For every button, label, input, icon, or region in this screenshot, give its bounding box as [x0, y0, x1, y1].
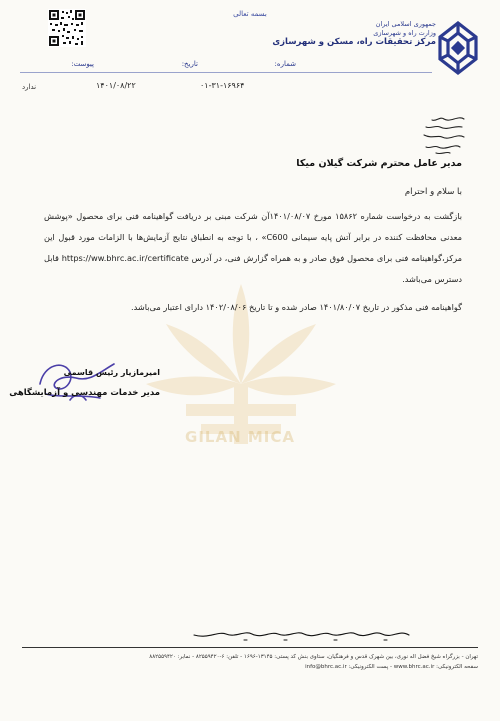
body-paragraph-1: بازگشت به درخواست شماره ۱۵۸۶۲ مورخ ۱۴۰۱/۰۸/۰۷آن شرکت مبنی بر دریافت گواهینامه فنی برای محصول «پوشش معدنی محافظت کننده در برابر آتش پایه سیمانی C600» ، با توجه به انطباق نتایج آزمایش‌ها با الزامات مورد قبول این مرکز،گواهینامه فنی برای محصول فوق صادر و به همراه گزارش فنی، در آدرس https://ww.bhrc.ac.ir/certificate قابل دسترس می‌باشد.: [44, 211, 462, 284]
qr-code-icon: [48, 9, 86, 47]
greeting: با سلام و احترام: [404, 187, 462, 197]
attachment-value: ندارد: [22, 83, 37, 91]
letter-number-value: ۰۱-۳۱-۱۶۹۶۴: [200, 81, 245, 90]
bismillah-text: بسمه تعالی: [233, 10, 267, 18]
date-value: ۱۴۰۱/۰۸/۲۲: [96, 81, 136, 90]
header-divider: [20, 72, 432, 73]
org-line-country: جمهوری اسلامی ایران: [375, 20, 436, 28]
org-line-ministry: وزارت راه و شهرسازی: [373, 29, 436, 37]
date-label: تاریخ:: [181, 60, 198, 68]
signer-title: مدیر خدمات مهندسی و آزمایشگاهی: [9, 388, 160, 398]
signer-name: امیرمازیار رئیس قاسمی: [63, 368, 160, 377]
number-label: شماره:: [274, 60, 296, 68]
bhrc-logo-icon: [436, 21, 480, 79]
addressee: مدیر عامل محترم شرکت گیلان میکا: [296, 158, 462, 169]
organization-header: [256, 20, 436, 47]
org-line-center: مرکز تحقیقات راه، مسکن و شهرسازی: [272, 37, 436, 47]
footer-address: تهران - بزرگراه شیخ فضل اله نوری، بین شهرک قدس و فرهنگیان، ستاوی بنش کد پستی: ۱۳۱۴۵-۱۶۹۶ - تلفن: ۶-۸۲۵۵۹۴۲۰ - نمابر: ۸۸۲۵۵۹۴۲۰: [149, 654, 478, 660]
calligraphy-slogan-stamp: [420, 113, 468, 157]
attachment-label: پیوست:: [71, 60, 94, 68]
metadata-labels: [20, 60, 430, 72]
footer-web-contact: سفحه الکترونیکی: www.bhrc.ac.ir - پست الکترونیکی: info@bhrc.ac.ir: [305, 664, 478, 670]
footer-validity-note-handwritten: [184, 627, 414, 643]
body-paragraph-2: گواهینامه فنی مذکور در تاریخ ۱۴۰۱/۸۰/۰۷ صادر شده و تا تاریخ ۱۴۰۲/۰۸/۰۶ دارای اعتبار می‌باشد.: [130, 302, 462, 312]
footer-divider: [22, 647, 478, 648]
handwritten-signature: [30, 354, 122, 408]
watermark-text: GILAN MICA: [185, 428, 295, 446]
